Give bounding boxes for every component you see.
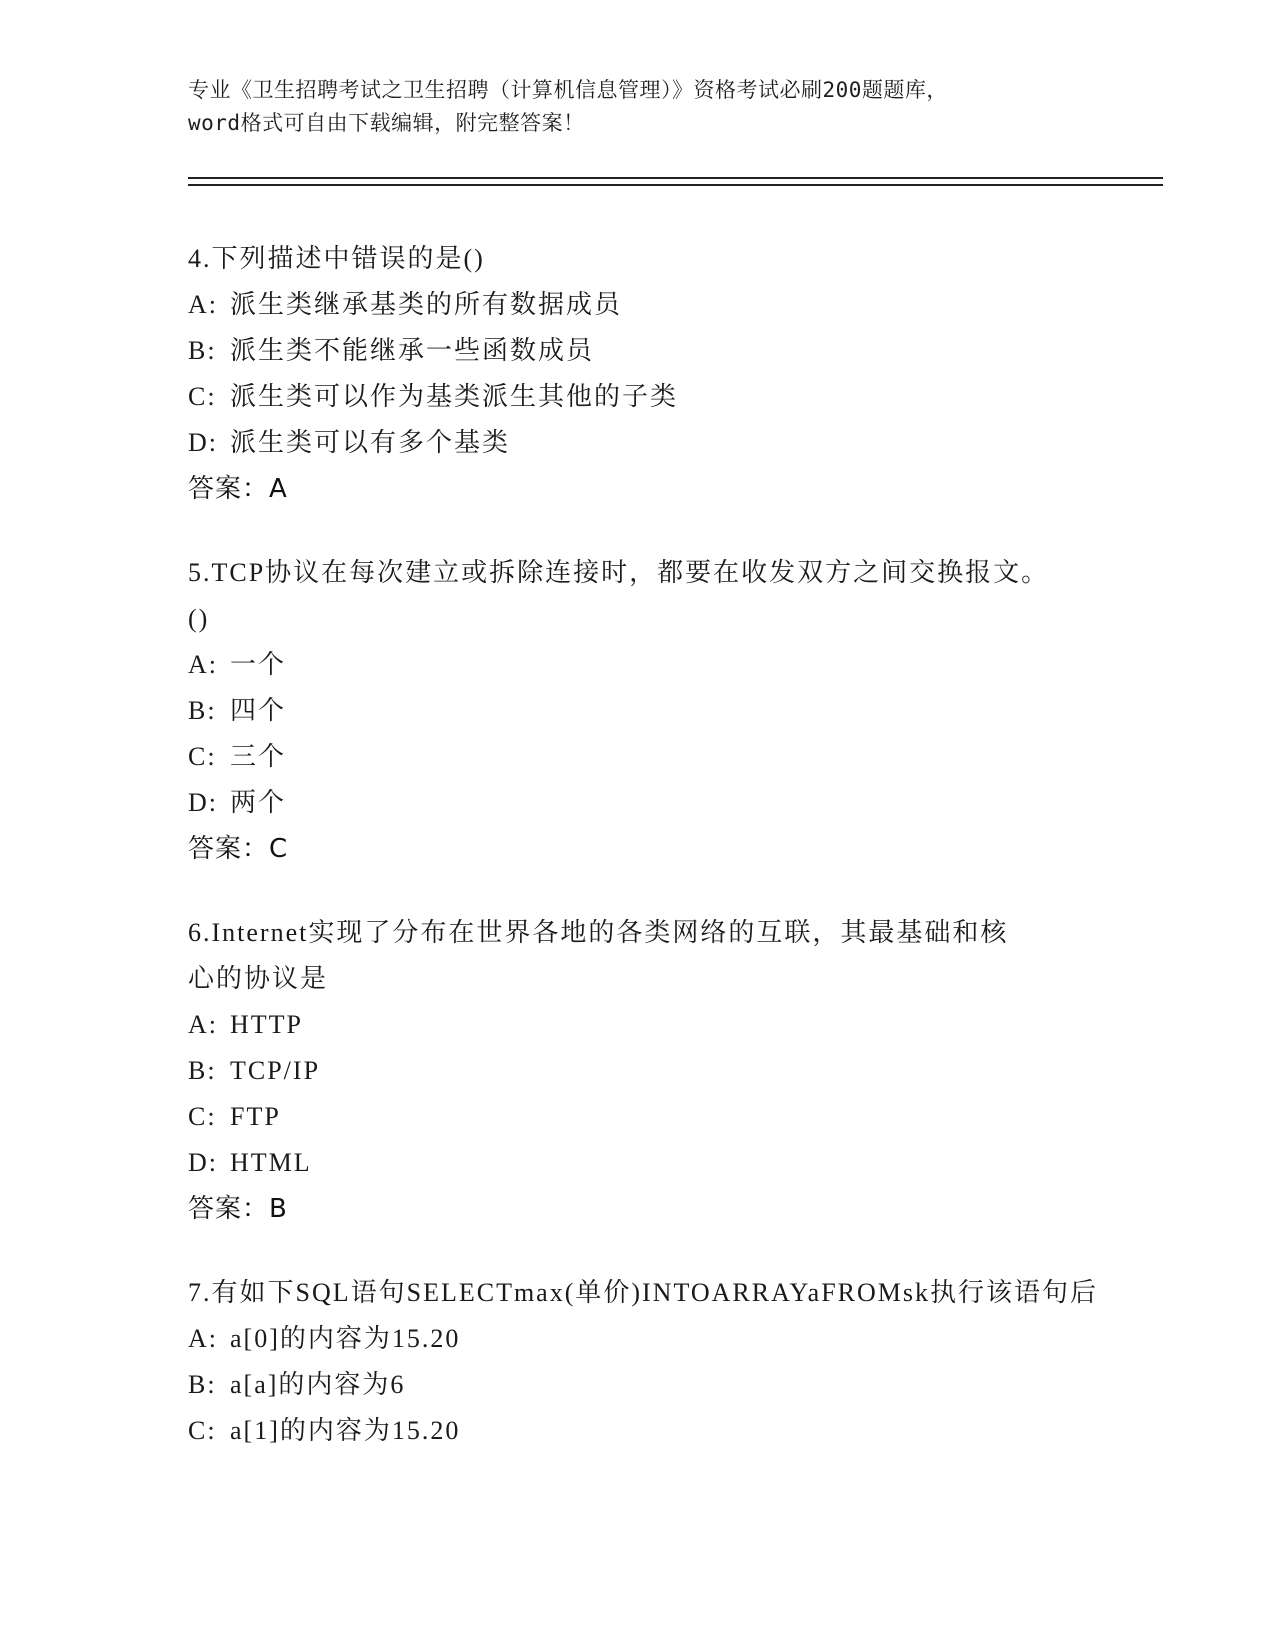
option-a — [188, 1316, 1088, 1362]
option-b — [188, 328, 1088, 374]
question-7 — [188, 1270, 1099, 1454]
option-text: 四个 — [230, 696, 287, 725]
question-6 — [188, 910, 1088, 1232]
option-c — [188, 1408, 1088, 1454]
option-letter: D: — [188, 1148, 218, 1177]
header-line-1: 专业《卫生招聘考试之卫生招聘（计算机信息管理）》资格考试必刷200题题库， — [188, 78, 948, 102]
answer-line: 答案：A — [188, 474, 288, 504]
option-letter: A: — [188, 290, 218, 319]
question-stem — [188, 236, 1088, 282]
question-stem-line: () — [188, 604, 210, 633]
question-stem-line: 6.Internet实现了分布在世界各地的各类网络的互联，其最基础和核 — [188, 918, 1009, 947]
option-letter: A: — [188, 1324, 218, 1353]
question-stem — [188, 910, 1088, 1002]
option-letter: B: — [188, 696, 217, 725]
option-letter: C: — [188, 742, 217, 771]
question-5 — [188, 550, 1088, 872]
option-b — [188, 1048, 1088, 1094]
option-a — [188, 1002, 1088, 1048]
question-stem — [188, 1270, 1099, 1316]
option-letter: A: — [188, 650, 218, 679]
option-letter: B: — [188, 1056, 217, 1085]
option-d — [188, 780, 1088, 826]
question-stem-line: 7.有如下SQL语句SELECTmax(单价)INTOARRAYaFROMsk执行该语句后 — [188, 1278, 1099, 1307]
answer-line: 答案：C — [188, 834, 289, 864]
option-text: 派生类不能继承一些函数成员 — [230, 336, 595, 365]
option-c — [188, 1094, 1088, 1140]
option-letter: B: — [188, 336, 217, 365]
option-c — [188, 374, 1088, 420]
option-letter: C: — [188, 1102, 217, 1131]
option-text: 一个 — [230, 650, 287, 679]
option-text: TCP/IP — [230, 1056, 321, 1085]
option-b — [188, 1362, 1088, 1408]
question-4 — [188, 236, 1088, 512]
option-c — [188, 734, 1088, 780]
option-text: 派生类可以有多个基类 — [230, 428, 511, 457]
header-divider-bottom — [188, 184, 1163, 186]
question-list — [188, 236, 1099, 1492]
option-text: a[a]的内容为6 — [230, 1370, 406, 1399]
option-text: 三个 — [230, 742, 287, 771]
option-text: 派生类继承基类的所有数据成员 — [230, 290, 623, 319]
document-header — [188, 74, 1088, 140]
option-d — [188, 420, 1088, 466]
option-letter: B: — [188, 1370, 217, 1399]
option-letter: C: — [188, 382, 217, 411]
answer-line: 答案：B — [188, 1194, 288, 1224]
header-divider-top — [188, 177, 1163, 179]
option-text: FTP — [230, 1102, 281, 1131]
option-a — [188, 282, 1088, 328]
option-letter: D: — [188, 428, 218, 457]
option-text: HTTP — [230, 1010, 303, 1039]
option-text: a[1]的内容为15.20 — [230, 1416, 461, 1445]
option-d — [188, 1140, 1088, 1186]
option-letter: D: — [188, 788, 218, 817]
option-text: 派生类可以作为基类派生其他的子类 — [230, 382, 679, 411]
header-line-2: word格式可自由下载编辑，附完整答案！ — [188, 111, 585, 135]
option-text: a[0]的内容为15.20 — [230, 1324, 461, 1353]
question-stem — [188, 550, 1088, 642]
question-stem-line: 4.下列描述中错误的是() — [188, 244, 485, 273]
question-stem-line: 心的协议是 — [188, 964, 329, 993]
option-letter: C: — [188, 1416, 217, 1445]
option-text: 两个 — [230, 788, 287, 817]
option-a — [188, 642, 1088, 688]
question-stem-line: 5.TCP协议在每次建立或拆除连接时，都要在收发双方之间交换报文。 — [188, 558, 1050, 587]
option-letter: A: — [188, 1010, 218, 1039]
option-text: HTML — [230, 1148, 312, 1177]
option-b — [188, 688, 1088, 734]
